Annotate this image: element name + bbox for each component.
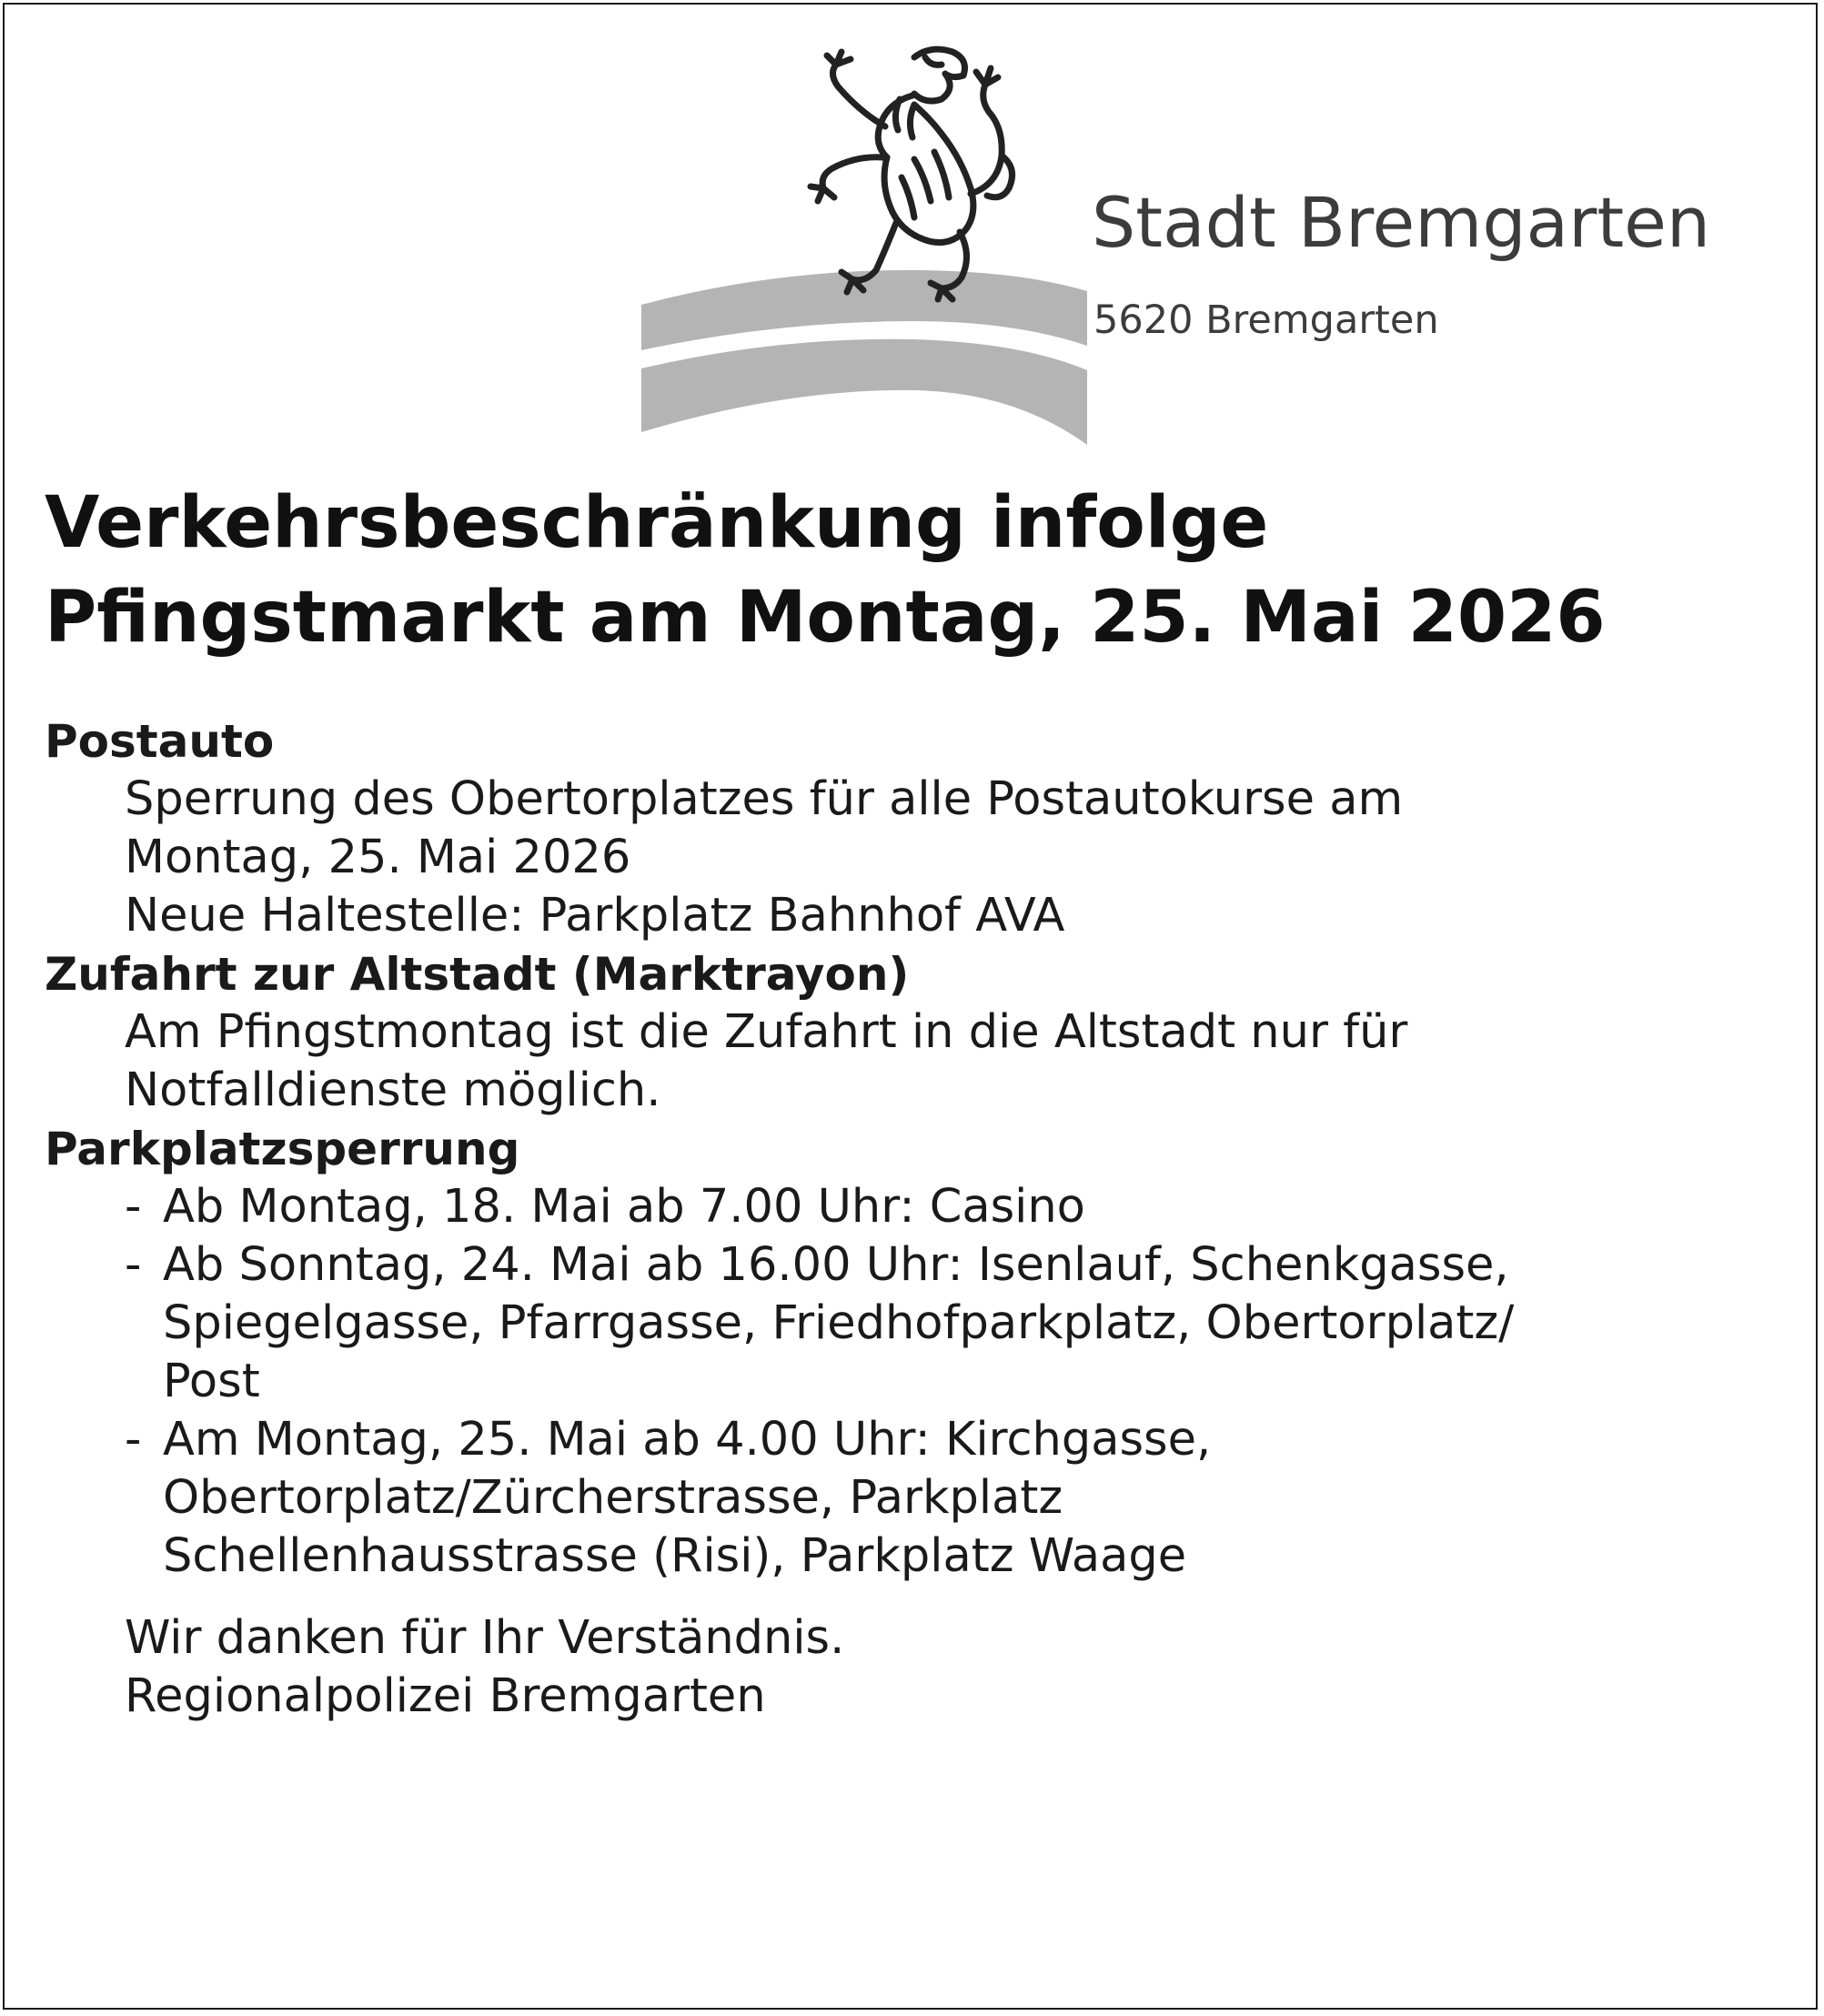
list-item xyxy=(125,1178,1800,1236)
org-address: 5620 Bremgarten xyxy=(1093,297,1439,343)
bullet-dash: - xyxy=(125,1413,142,1467)
notice-title xyxy=(45,476,1606,665)
title-line-2: Pfingstmarkt am Montag, 25. Mai 2026 xyxy=(45,577,1606,659)
text-line: Spiegelgasse, Pfarrgasse, Friedhofparkplatz, Obertorplatz/ xyxy=(163,1296,1515,1350)
bullet-dash: - xyxy=(125,1238,142,1292)
text-line: Ab Sonntag, 24. Mai ab 16.00 Uhr: Isenlauf, Schenkgasse, xyxy=(163,1238,1509,1292)
list-item xyxy=(125,1236,1800,1411)
bullet-dash: - xyxy=(125,1180,142,1234)
section-heading-postauto: Postauto xyxy=(45,715,275,768)
text-line: Am Montag, 25. Mai ab 4.00 Uhr: Kirchgasse, xyxy=(163,1413,1212,1467)
text-line: Notfalldienste möglich. xyxy=(125,1063,661,1117)
closing xyxy=(45,1609,1800,1726)
text-line: Montag, 25. Mai 2026 xyxy=(125,831,631,884)
notice-body xyxy=(45,712,1800,1726)
text-line: Obertorplatz/Zürcherstrasse, Parkplatz xyxy=(163,1471,1063,1525)
text-line: Schellenhausstrasse (Risi), Parkplatz Waage xyxy=(163,1529,1187,1583)
bridge-arcs-icon xyxy=(641,270,1087,445)
text-line: Post xyxy=(163,1355,260,1408)
section-heading-zufahrt: Zufahrt zur Altstadt (Marktrayon) xyxy=(45,948,910,1001)
section-heading-parkplatz: Parkplatzsperrung xyxy=(45,1123,520,1175)
lion-crest-icon xyxy=(811,49,1013,299)
text-line: Am Pfingstmontag ist die Zufahrt in die Altstadt nur für xyxy=(125,1005,1408,1059)
org-name: Stadt Bremgarten xyxy=(1092,182,1711,263)
section-postauto-text xyxy=(45,771,1800,945)
closing-signature: Regionalpolizei Bremgarten xyxy=(125,1669,766,1723)
closing-thanks: Wir danken für Ihr Verständnis. xyxy=(125,1611,845,1665)
list-item xyxy=(125,1411,1800,1586)
text-line: Sperrung des Obertorplatzes für alle Postautokurse am xyxy=(125,772,1404,826)
title-line-1: Verkehrsbeschränkung infolge xyxy=(45,482,1269,564)
spacer xyxy=(45,1586,1800,1609)
section-zufahrt-text xyxy=(45,1003,1800,1120)
text-line: Neue Haltestelle: Parkplatz Bahnhof AVA xyxy=(125,889,1065,942)
notice-frame xyxy=(3,3,1818,2010)
parking-closure-list xyxy=(45,1178,1800,1586)
text-line: Ab Montag, 18. Mai ab 7.00 Uhr: Casino xyxy=(163,1180,1085,1234)
